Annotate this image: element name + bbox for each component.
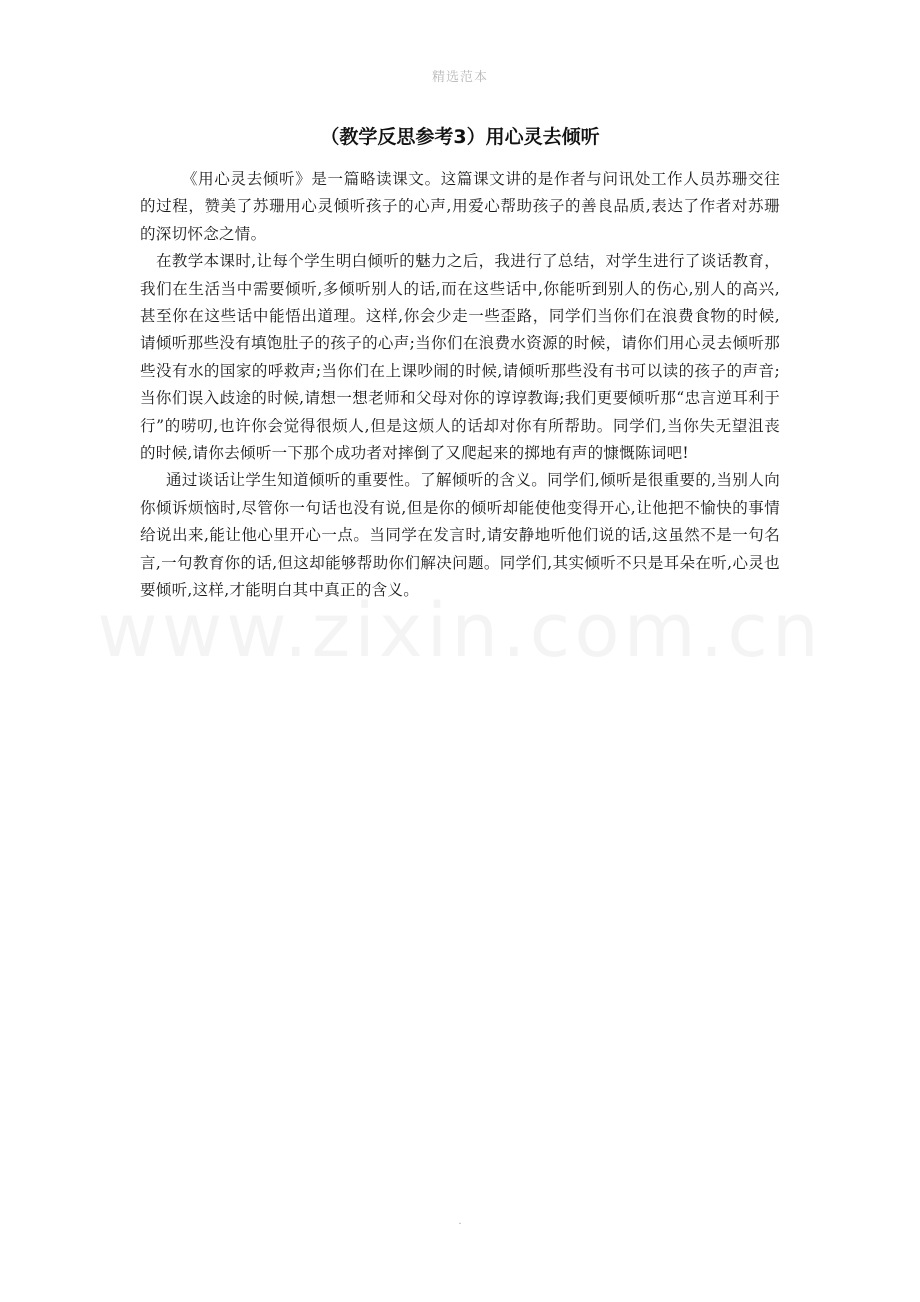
paragraph-3: 通过谈话让学生知道倾听的重要性。了解倾听的含义。同学们,倾听是很重要的,当别人向你倾诉烦恼时,尽管你一句话也没有说,但是你的倾听却能使他变得开心,让他把不愉快的事情给说出来,能让他心里开心一点。当同学在发言时,请安静地听他们说的话,这虽然不是一句名言,一句教育你的话,但这却能够帮助你们解决问题。同学们,其实倾听不只是耳朵在听,心灵也要倾听,这样,才能明白其中真正的含义。 [140, 471, 780, 600]
page-footer: . [458, 1216, 462, 1227]
document-title: （教学反思参考3）用心灵去倾听 [320, 126, 600, 148]
paragraph-2: 在教学本课时,让每个学生明白倾听的魅力之后，我进行了总结，对学生进行了谈话教育，我们在生活当中需要倾听,多倾听别人的话,而在这些话中,你能听到别人的伤心,别人的高兴,甚至你在这些话中能悟出道理。这样,你会少走一些歪路，同学们当你们在浪费食物的时候,请倾听那些没有填饱肚子的孩子的心声;当你们在浪费水资源的时候，请你们用心灵去倾听那些没有水的国家的呼救声;当你们在上课吵闹的时候,请倾听那些没有书可以读的孩子的声音;当你们误入歧途的时候,请想一想老师和父母对你的谆谆教诲;我们更要倾听那“忠言逆耳利于行”的唠叨,也许你会觉得很烦人,但是这烦人的话却对你有所帮助。同学们,当你失无望沮丧的时候,请你去倾听一下那个成功者对摔倒了又爬起来的掷地有声的慷慨陈词吧! [140, 252, 780, 463]
document-body [140, 166, 780, 605]
paragraph-1: 《用心灵去倾听》是一篇略读课文。这篇课文讲的是作者与问讯处工作人员苏珊交往的过程，赞美了苏珊用心灵倾听孩子的心声,用爱心帮助孩子的善良品质,表达了作者对苏珊的深切怀念之情。 [140, 170, 780, 243]
page-header: 精选范本 [431, 70, 488, 85]
